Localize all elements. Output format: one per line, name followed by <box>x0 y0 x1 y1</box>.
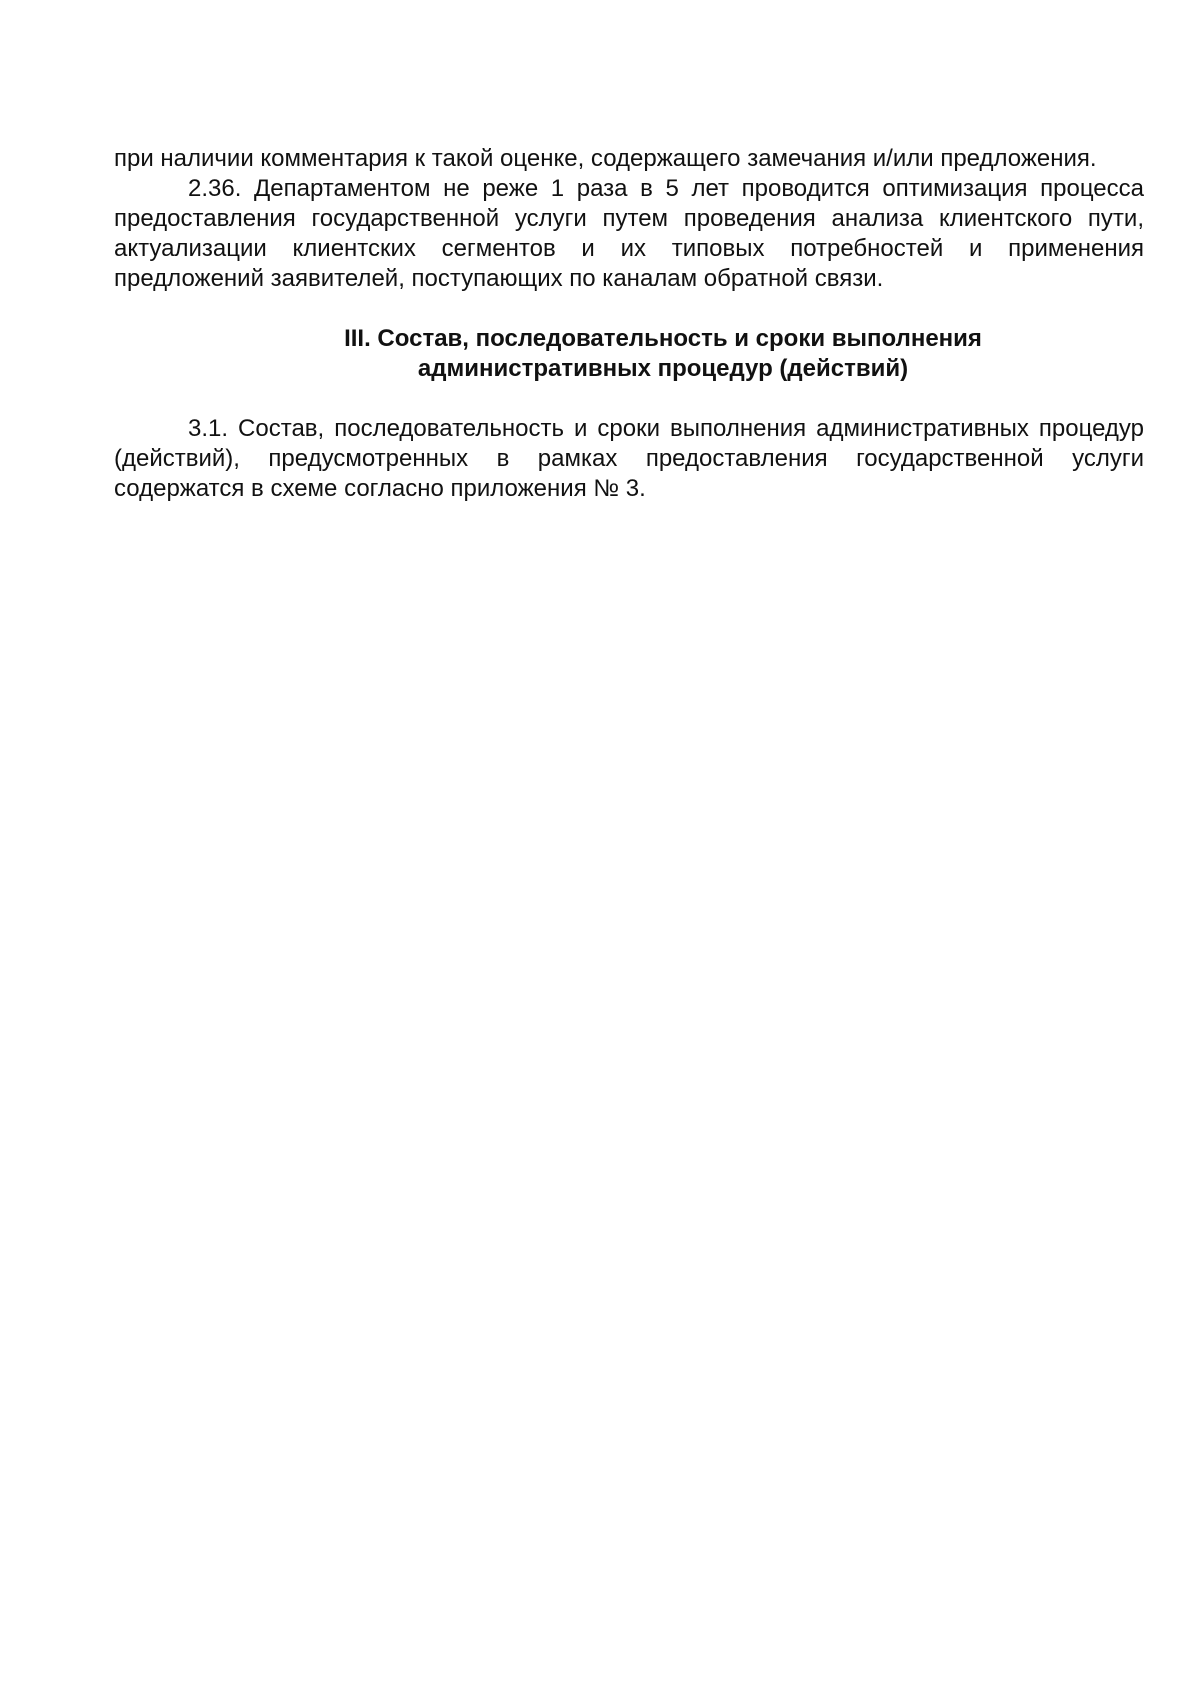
section-3-heading-line-2: административных процедур (действий) <box>417 355 909 382</box>
document-body <box>114 144 1144 504</box>
section-3-heading <box>114 324 1144 384</box>
paragraph-3-1: 3.1. Состав, последовательность и сроки выполнения административных процедур (действий), предусмотренных в рамках предоставления государственной услуги содержатся в схеме согласно приложения № 3. <box>114 415 1144 502</box>
paragraph-2-36: 2.36. Департаментом не реже 1 раза в 5 лет проводится оптимизация процесса предоставления государственной услуги путем проведения анализа клиентского пути, актуализации клиентских сегментов и их типовых потребностей и применения предложений заявителей, поступающих по каналам обратной связи. <box>114 175 1144 292</box>
paragraph-continuation: при наличии комментария к такой оценке, содержащего замечания и/или предложения. <box>114 145 1097 172</box>
section-3-heading-line-1: III. Состав, последовательность и сроки выполнения <box>344 325 982 352</box>
